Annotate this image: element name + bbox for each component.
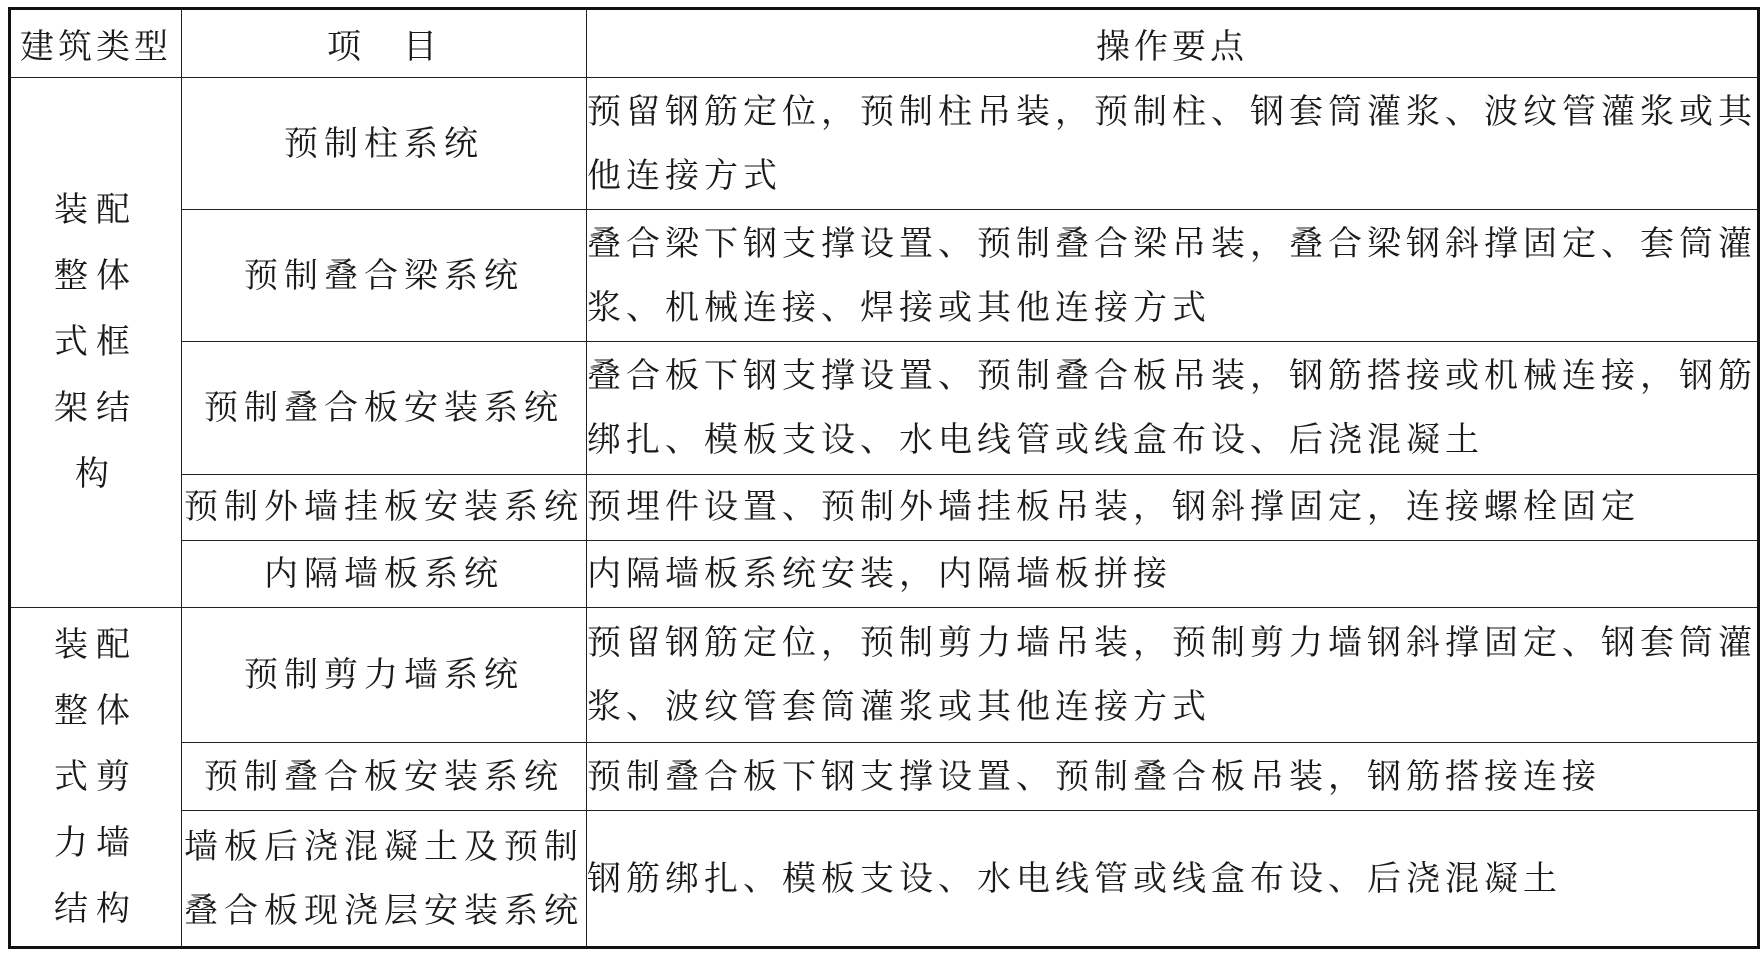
item-cell: 预制外墙挂板安装系统 — [182, 474, 587, 541]
building-type-cell — [10, 607, 182, 947]
construction-operations-table — [8, 7, 1760, 949]
operation-cell: 预制叠合板下钢支撑设置、预制叠合板吊装，钢筋搭接连接 — [587, 743, 1759, 811]
operation-cell: 内隔墙板系统安装，内隔墙板拼接 — [587, 541, 1759, 608]
building-type-cell — [10, 78, 182, 608]
operation-cell: 钢筋绑扎、模板支设、水电线管或线盒布设、后浇混凝土 — [587, 811, 1759, 948]
table-row — [10, 474, 1759, 541]
item-cell: 预制剪力墙系统 — [182, 607, 587, 742]
table-row — [10, 210, 1759, 342]
operation-cell: 叠合板下钢支撑设置、预制叠合板吊装，钢筋搭接或机械连接，钢筋绑扎、模板支设、水电线管或线盒布设、后浇混凝土 — [587, 342, 1759, 474]
operation-cell: 预埋件设置、预制外墙挂板吊装，钢斜撑固定，连接螺栓固定 — [587, 474, 1759, 541]
item-cell: 预制柱系统 — [182, 78, 587, 210]
table-row — [10, 78, 1759, 210]
table-row — [10, 811, 1759, 948]
table-row — [10, 743, 1759, 811]
building-type-label: 装配整体式剪力墙结构 — [54, 624, 138, 929]
operation-cell: 预留钢筋定位，预制剪力墙吊装，预制剪力墙钢斜撑固定、钢套筒灌浆、波纹管套筒灌浆或其他连接方式 — [587, 607, 1759, 742]
table-row — [10, 541, 1759, 608]
header-item: 项 目 — [182, 9, 587, 78]
item-cell: 预制叠合板安装系统 — [182, 342, 587, 474]
item-cell: 预制叠合板安装系统 — [182, 743, 587, 811]
item-cell: 预制叠合梁系统 — [182, 210, 587, 342]
item-cell: 内隔墙板系统 — [182, 541, 587, 608]
header-row — [10, 9, 1759, 78]
operation-cell: 叠合梁下钢支撑设置、预制叠合梁吊装，叠合梁钢斜撑固定、套筒灌浆、机械连接、焊接或其他连接方式 — [587, 210, 1759, 342]
table-row — [10, 342, 1759, 474]
operation-cell: 预留钢筋定位，预制柱吊装，预制柱、钢套筒灌浆、波纹管灌浆或其他连接方式 — [587, 78, 1759, 210]
item-cell: 墙板后浇混凝土及预制叠合板现浇层安装系统 — [182, 811, 587, 948]
building-type-label: 装配整体式框架结构 — [54, 190, 138, 495]
header-building-type: 建筑类型 — [10, 9, 182, 78]
table-row — [10, 607, 1759, 742]
header-operation-points: 操作要点 — [587, 9, 1759, 78]
